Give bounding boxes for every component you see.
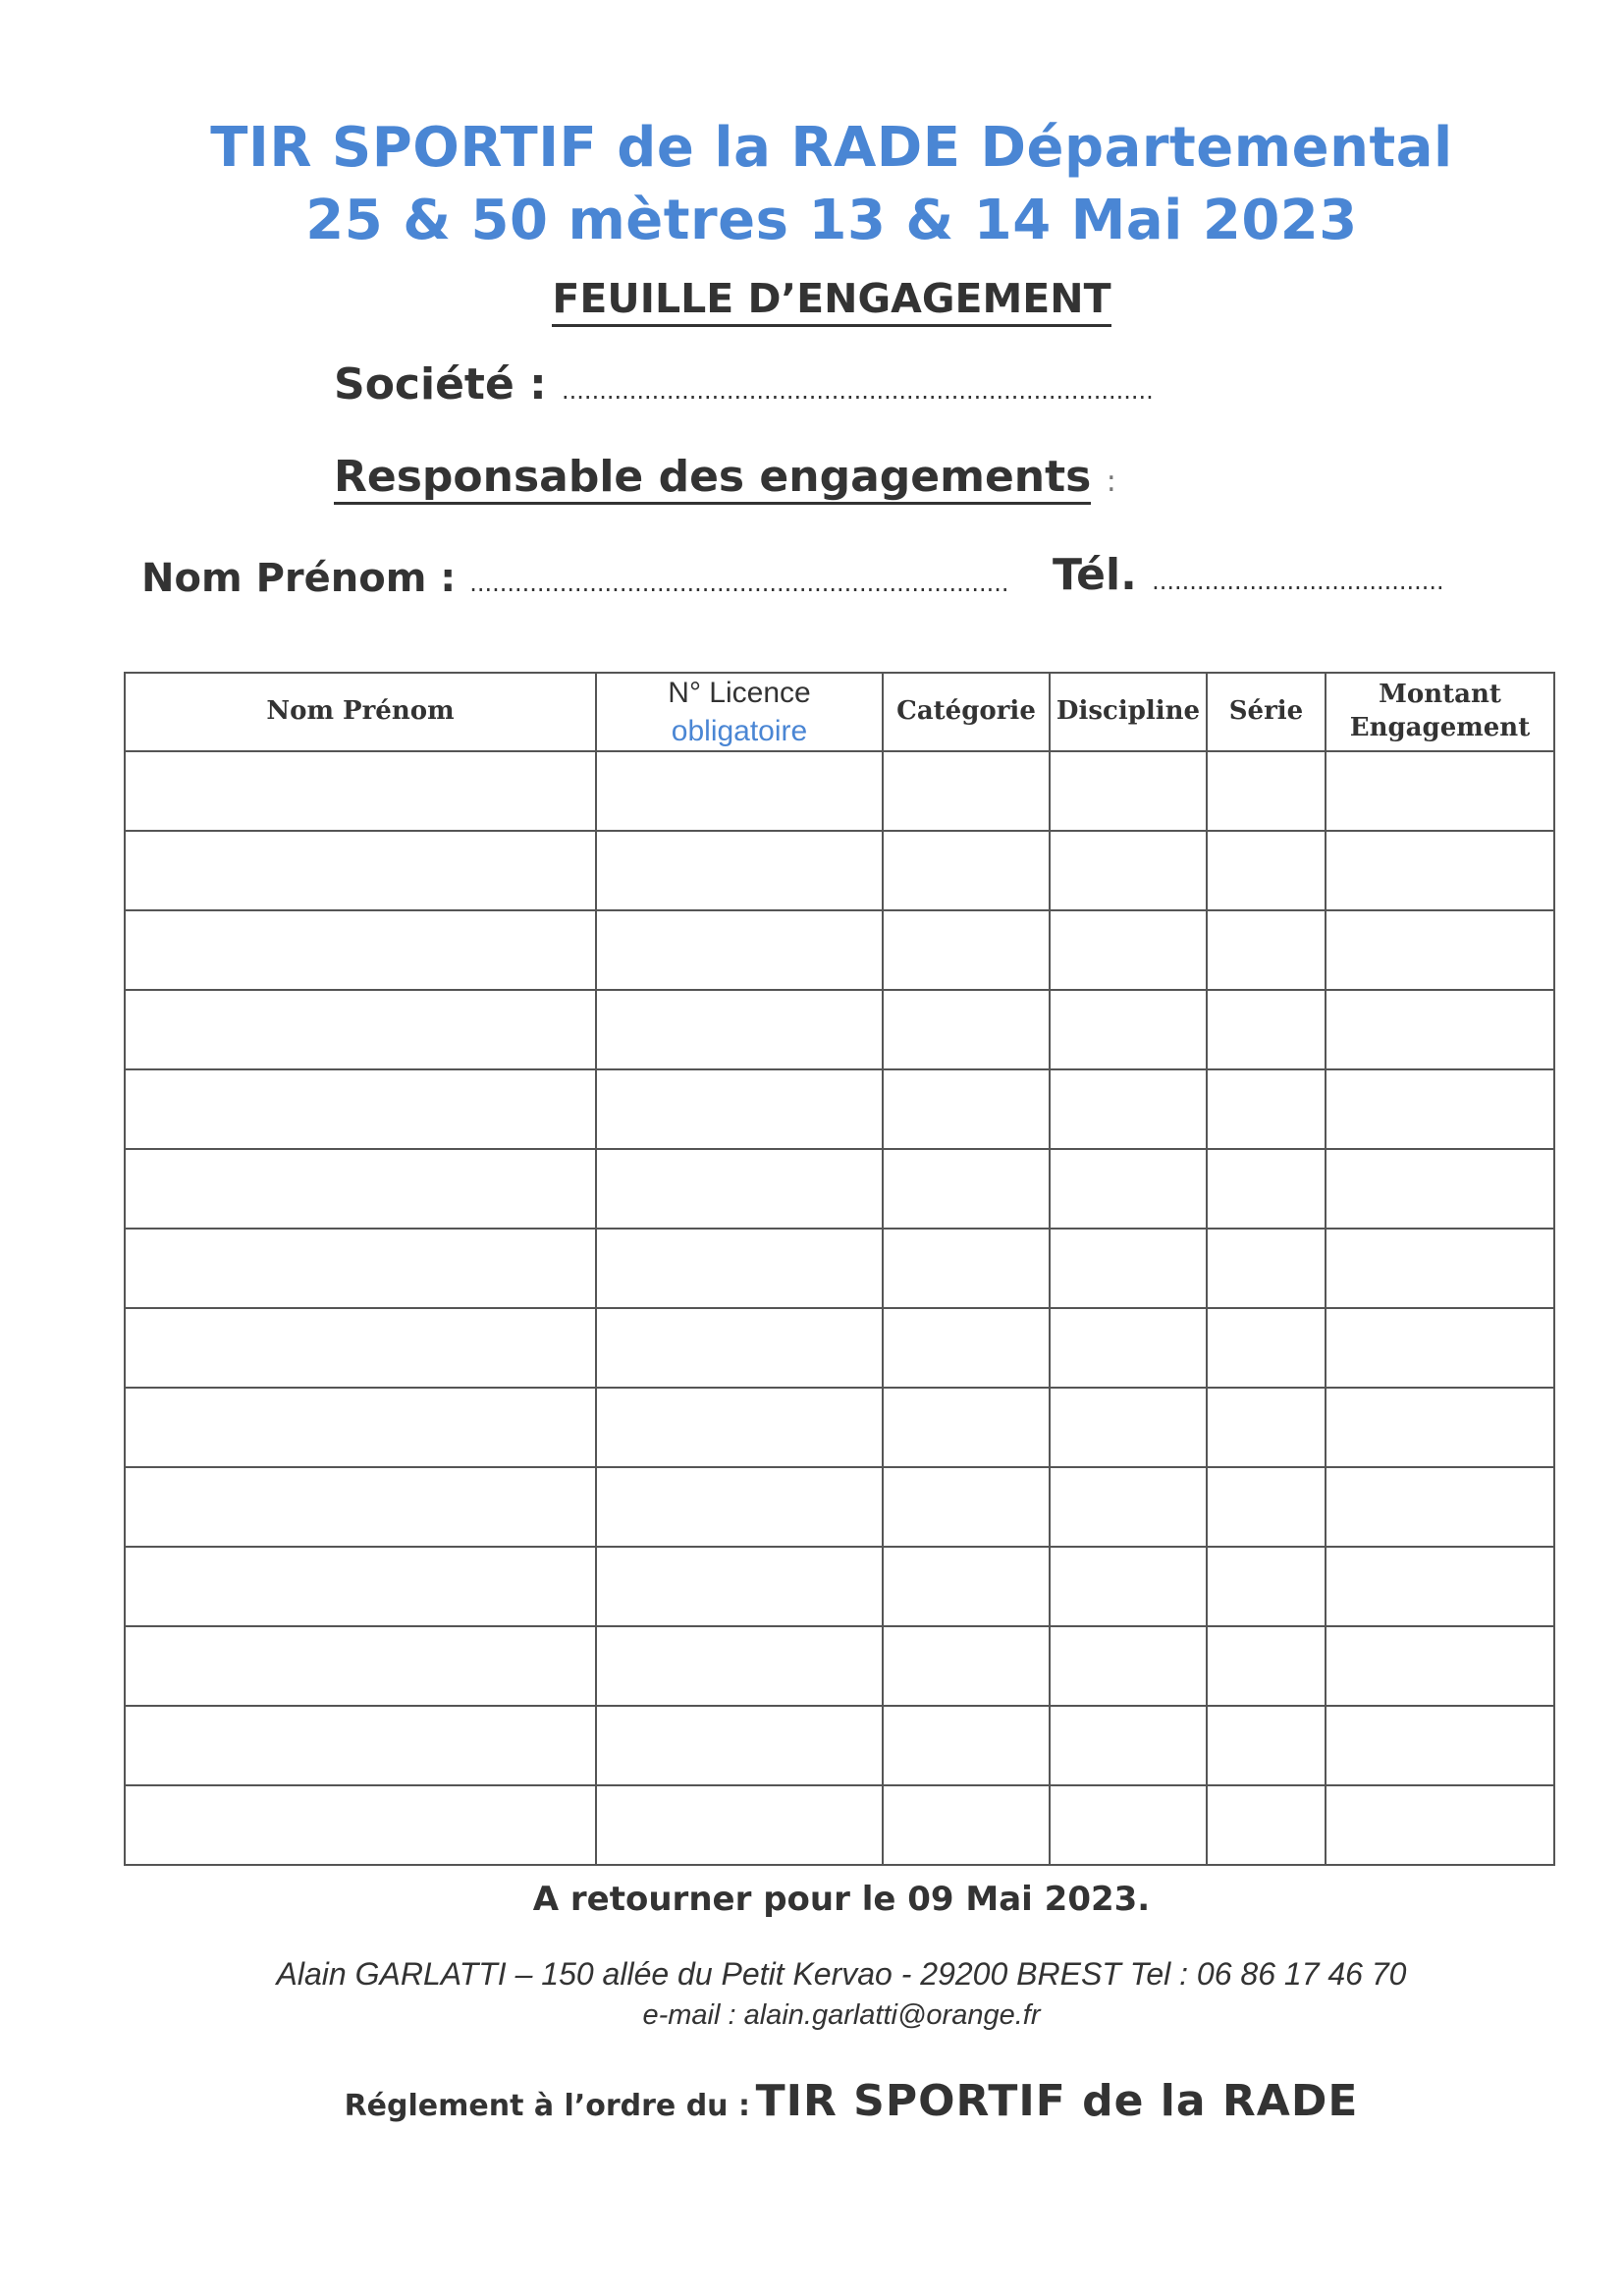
- cell-discipline[interactable]: [1050, 1069, 1207, 1149]
- cell-serie[interactable]: [1207, 1229, 1326, 1308]
- licence-header-label: N° Licence: [668, 677, 811, 709]
- cell-montant[interactable]: [1326, 1467, 1554, 1547]
- cell-nom-prenom[interactable]: [125, 1149, 596, 1229]
- col-header-montant: [1326, 673, 1554, 751]
- cell-serie[interactable]: [1207, 1626, 1326, 1706]
- table-row: [125, 990, 1554, 1069]
- cell-licence[interactable]: [596, 910, 883, 990]
- cell-discipline[interactable]: [1050, 1706, 1207, 1785]
- cell-nom-prenom[interactable]: [125, 1626, 596, 1706]
- cell-discipline[interactable]: [1050, 751, 1207, 831]
- cell-serie[interactable]: [1207, 1785, 1326, 1865]
- nom-prenom-label: Nom Prénom :: [141, 556, 457, 601]
- payment-instruction: [39, 2076, 1624, 2126]
- nom-prenom-dots[interactable]: ........................................................................: [469, 570, 1009, 597]
- cell-serie[interactable]: [1207, 1388, 1326, 1467]
- licence-required-note: obligatoire: [671, 715, 808, 747]
- cell-categorie[interactable]: [883, 1308, 1050, 1388]
- table-row: [125, 1706, 1554, 1785]
- cell-licence[interactable]: [596, 1229, 883, 1308]
- responsable-field: [334, 452, 1116, 502]
- cell-montant[interactable]: [1326, 831, 1554, 910]
- cell-nom-prenom[interactable]: [125, 910, 596, 990]
- cell-nom-prenom[interactable]: [125, 1785, 596, 1865]
- cell-discipline[interactable]: [1050, 1785, 1207, 1865]
- cell-categorie[interactable]: [883, 1785, 1050, 1865]
- cell-licence[interactable]: [596, 1149, 883, 1229]
- cell-montant[interactable]: [1326, 1308, 1554, 1388]
- table-row: [125, 1229, 1554, 1308]
- cell-nom-prenom[interactable]: [125, 1069, 596, 1149]
- cell-licence[interactable]: [596, 990, 883, 1069]
- table-row: [125, 1388, 1554, 1467]
- event-dates: 25 & 50 mètres 13 & 14 Mai 2023: [305, 189, 1358, 252]
- cell-categorie[interactable]: [883, 990, 1050, 1069]
- cell-categorie[interactable]: [883, 831, 1050, 910]
- cell-serie[interactable]: [1207, 831, 1326, 910]
- cell-montant[interactable]: [1326, 990, 1554, 1069]
- table-row: [125, 1626, 1554, 1706]
- cell-nom-prenom[interactable]: [125, 990, 596, 1069]
- cell-licence[interactable]: [596, 1706, 883, 1785]
- payment-payee: TIR SPORTIF de la RADE: [755, 2076, 1359, 2126]
- cell-discipline[interactable]: [1050, 990, 1207, 1069]
- cell-nom-prenom[interactable]: [125, 1706, 596, 1785]
- form-heading: [20, 275, 1624, 322]
- cell-montant[interactable]: [1326, 1069, 1554, 1149]
- societe-label: Société :: [334, 359, 547, 410]
- cell-licence[interactable]: [596, 1467, 883, 1547]
- cell-serie[interactable]: [1207, 1547, 1326, 1626]
- cell-categorie[interactable]: [883, 751, 1050, 831]
- cell-discipline[interactable]: [1050, 1467, 1207, 1547]
- cell-discipline[interactable]: [1050, 1547, 1207, 1626]
- event-title: TIR SPORTIF de la RADE Départemental: [210, 116, 1453, 180]
- cell-montant[interactable]: [1326, 1785, 1554, 1865]
- table-row: [125, 1069, 1554, 1149]
- cell-nom-prenom[interactable]: [125, 831, 596, 910]
- cell-montant[interactable]: [1326, 1229, 1554, 1308]
- table-row: [125, 751, 1554, 831]
- cell-serie[interactable]: [1207, 1308, 1326, 1388]
- cell-serie[interactable]: [1207, 1467, 1326, 1547]
- responsable-colon: :: [1106, 465, 1116, 499]
- cell-nom-prenom[interactable]: [125, 1467, 596, 1547]
- cell-categorie[interactable]: [883, 1388, 1050, 1467]
- cell-nom-prenom[interactable]: [125, 751, 596, 831]
- col-header-discipline: Discipline: [1050, 673, 1207, 751]
- cell-serie[interactable]: [1207, 751, 1326, 831]
- cell-montant[interactable]: [1326, 1149, 1554, 1229]
- cell-categorie[interactable]: [883, 1626, 1050, 1706]
- societe-field: [334, 359, 1154, 410]
- cell-licence[interactable]: [596, 1547, 883, 1626]
- payment-prefix: Réglement à l’ordre du :: [344, 2089, 750, 2123]
- cell-discipline[interactable]: [1050, 1229, 1207, 1308]
- cell-nom-prenom[interactable]: [125, 1388, 596, 1467]
- cell-licence[interactable]: [596, 1308, 883, 1388]
- cell-categorie[interactable]: [883, 910, 1050, 990]
- table-row: [125, 1308, 1554, 1388]
- cell-montant[interactable]: [1326, 1388, 1554, 1467]
- table-row: [125, 1467, 1554, 1547]
- cell-licence[interactable]: [596, 1388, 883, 1467]
- cell-montant[interactable]: [1326, 1626, 1554, 1706]
- entry-table: [124, 672, 1555, 1866]
- table-row: [125, 1785, 1554, 1865]
- cell-licence[interactable]: [596, 1069, 883, 1149]
- cell-categorie[interactable]: [883, 1149, 1050, 1229]
- table-header-row: [125, 673, 1554, 751]
- table-row: [125, 1149, 1554, 1229]
- cell-licence[interactable]: [596, 1626, 883, 1706]
- col-header-categorie: Catégorie: [883, 673, 1050, 751]
- table-row: [125, 910, 1554, 990]
- col-header-serie: Série: [1207, 673, 1326, 751]
- cell-categorie[interactable]: [883, 1069, 1050, 1149]
- form-heading-text: FEUILLE D’ENGAGEMENT: [552, 275, 1110, 327]
- cell-licence[interactable]: [596, 751, 883, 831]
- tel-dots[interactable]: .......................................: [1152, 568, 1444, 595]
- cell-montant[interactable]: [1326, 1547, 1554, 1626]
- cell-discipline[interactable]: [1050, 910, 1207, 990]
- cell-discipline[interactable]: [1050, 1626, 1207, 1706]
- cell-montant[interactable]: [1326, 1706, 1554, 1785]
- cell-categorie[interactable]: [883, 1229, 1050, 1308]
- contact-email: e-mail : alain.garlatti@orange.fr: [642, 1999, 1041, 2031]
- cell-discipline[interactable]: [1050, 1308, 1207, 1388]
- col-header-licence: [596, 673, 883, 751]
- societe-dots[interactable]: ...............................................................................: [562, 377, 1154, 405]
- cell-serie[interactable]: [1207, 1149, 1326, 1229]
- cell-nom-prenom[interactable]: [125, 1229, 596, 1308]
- contact-address: Alain GARLATTI – 150 allée du Petit Kervao - 29200 BREST Tel : 06 86 17 46 70: [276, 1956, 1407, 1992]
- cell-montant[interactable]: [1326, 910, 1554, 990]
- cell-serie[interactable]: [1207, 910, 1326, 990]
- cell-categorie[interactable]: [883, 1706, 1050, 1785]
- montant-header-top: Montant: [1379, 680, 1501, 710]
- entry-table-body: [125, 751, 1554, 1865]
- tel-label: Tél.: [1053, 550, 1137, 600]
- montant-header-bottom: Engagement: [1349, 713, 1531, 742]
- table-row: [125, 831, 1554, 910]
- nom-prenom-field: [141, 556, 1009, 601]
- cell-serie[interactable]: [1207, 1706, 1326, 1785]
- cell-montant[interactable]: [1326, 751, 1554, 831]
- tel-field: [1053, 550, 1444, 600]
- cell-licence[interactable]: [596, 1785, 883, 1865]
- responsable-label: Responsable des engagements: [334, 452, 1091, 505]
- cell-serie[interactable]: [1207, 990, 1326, 1069]
- cell-serie[interactable]: [1207, 1069, 1326, 1149]
- table-row: [125, 1547, 1554, 1626]
- return-deadline: A retourner pour le 09 Mai 2023.: [532, 1880, 1151, 1919]
- cell-discipline[interactable]: [1050, 1388, 1207, 1467]
- cell-categorie[interactable]: [883, 1547, 1050, 1626]
- cell-nom-prenom[interactable]: [125, 1547, 596, 1626]
- cell-nom-prenom[interactable]: [125, 1308, 596, 1388]
- cell-categorie[interactable]: [883, 1467, 1050, 1547]
- cell-licence[interactable]: [596, 831, 883, 910]
- cell-discipline[interactable]: [1050, 831, 1207, 910]
- col-header-nom-prenom: Nom Prénom: [125, 673, 596, 751]
- cell-discipline[interactable]: [1050, 1149, 1207, 1229]
